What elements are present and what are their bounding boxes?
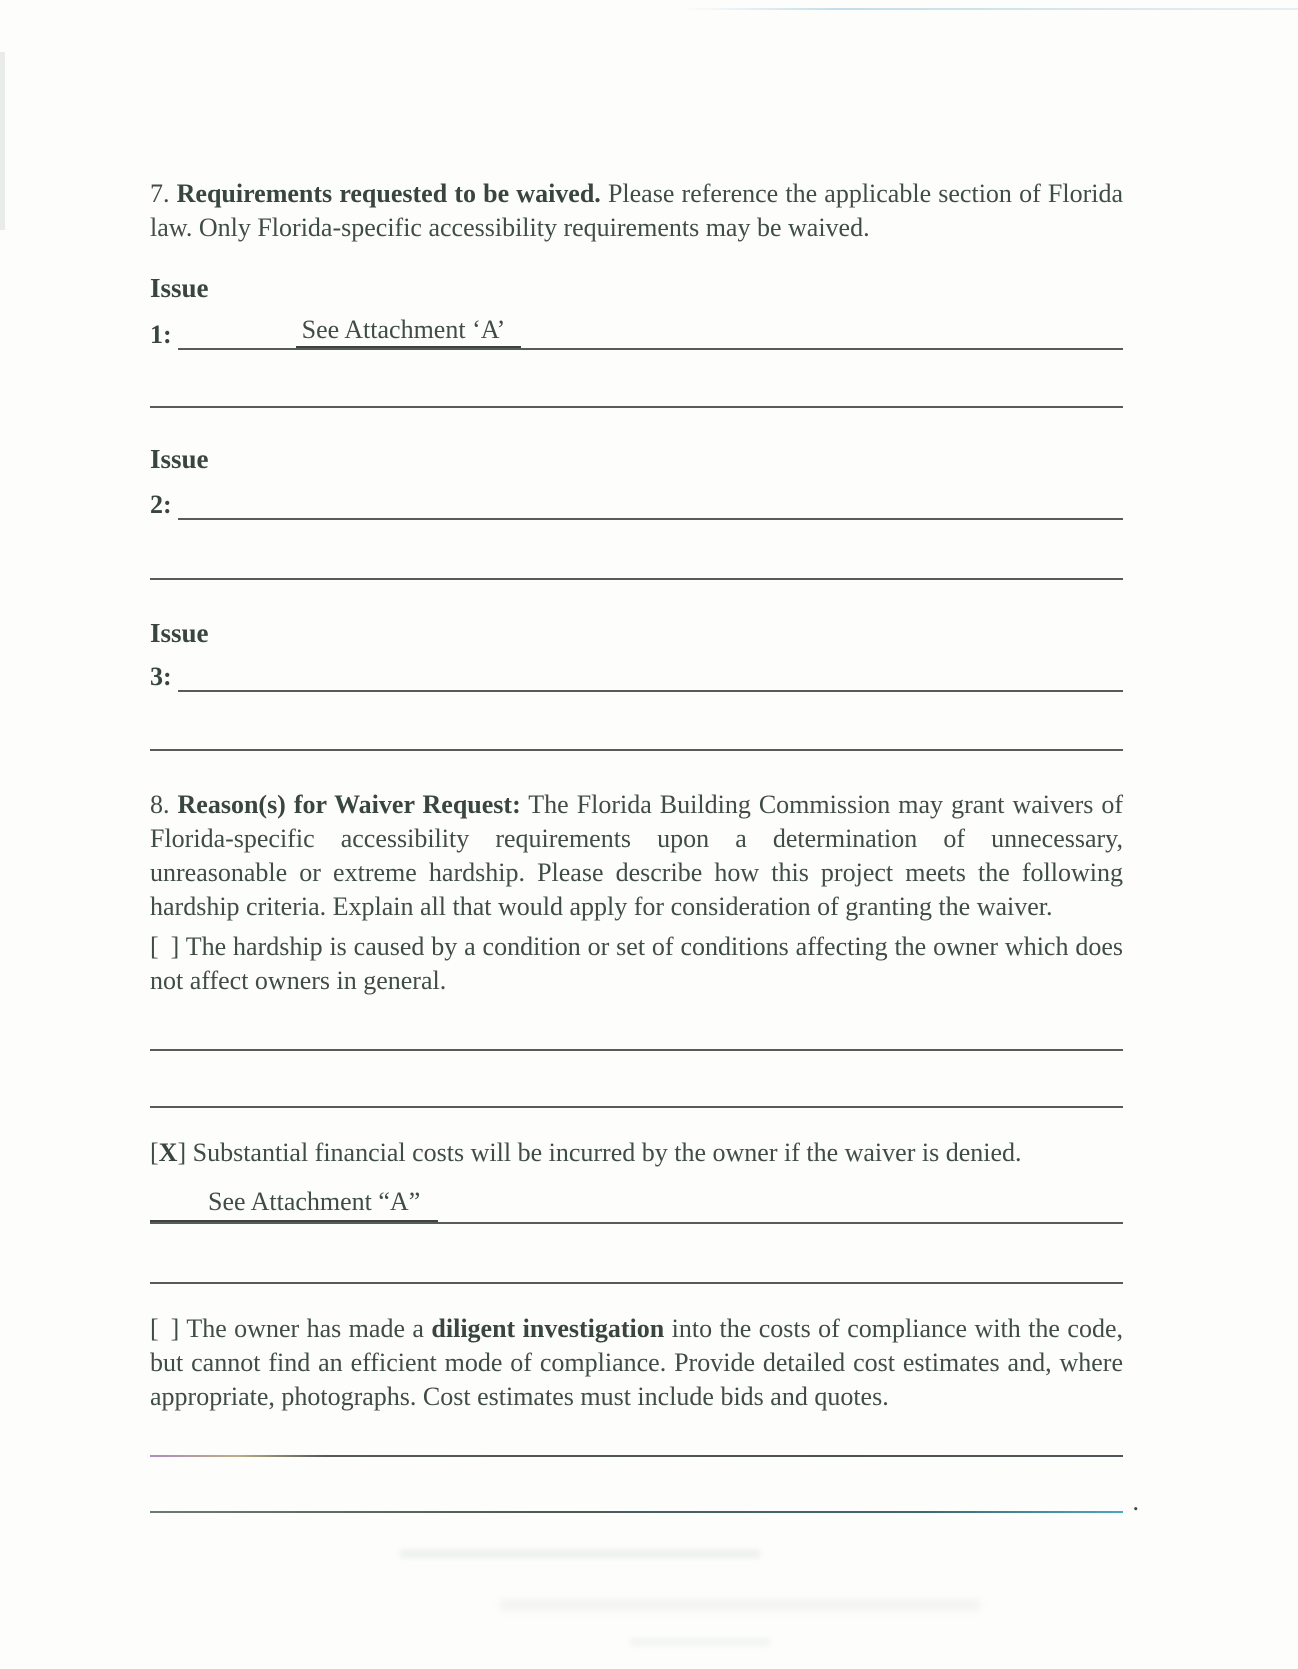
issue-3-number: 3: — [150, 662, 172, 691]
answer-line — [150, 1049, 1123, 1051]
answer-line — [150, 406, 1123, 408]
section7-number: 7. — [150, 179, 177, 208]
answer-line — [150, 1487, 1139, 1516]
section8-title: Reason(s) for Waiver Request: — [177, 790, 521, 819]
scan-artifact-left-strip — [0, 52, 5, 230]
criterion-3-body-bold: diligent investigation — [431, 1314, 665, 1343]
issue-1-write-line — [178, 312, 1123, 350]
criterion-3-body-after: into the costs of compliance with the code, but cannot find an efficient mode of compliance. Provide detailed cost estimates and, where appropriate, photographs. Cost estimates must include bids and quotes. — [150, 1314, 1123, 1411]
scan-artifact-smudge — [400, 1550, 760, 1558]
criterion-1-body: The hardship is caused by a condition or set of conditions affecting the owner which does not affect owners in general. — [150, 932, 1123, 995]
checkbox-2-bracket-open: [ — [150, 1138, 159, 1167]
checkbox-2-bracket-close: ] — [177, 1138, 187, 1167]
issue-3-label: Issue — [150, 618, 209, 648]
criterion-2-body: Substantial financial costs will be incurred by the owner if the waiver is denied. — [186, 1138, 1022, 1167]
issue-1-number: 1: — [150, 320, 172, 349]
checkbox-1-bracket-open: [ — [150, 932, 159, 961]
checkbox-2-mark: X — [158, 1138, 178, 1167]
criterion-3-body-before: The owner has made a — [179, 1314, 432, 1343]
issue-2-row — [150, 484, 1123, 520]
issue-3-row — [150, 656, 1123, 692]
answer-line — [150, 578, 1123, 580]
checkbox-3-bracket-open: [ — [150, 1314, 159, 1343]
answer-line — [150, 1282, 1123, 1284]
section8-number: 8. — [150, 790, 178, 819]
issue-2-label: Issue — [150, 444, 209, 474]
section7-intro: Please reference the applicable section of Florida law. Only Florida-specific accessibility requirements may be waived. — [150, 179, 1123, 242]
issue-3-write-line — [178, 654, 1123, 692]
checkbox-3-unchecked — [150, 1314, 179, 1343]
checkbox-2-checked — [150, 1138, 186, 1167]
criterion-2-answer-row — [150, 1184, 1123, 1224]
section7-paragraph — [150, 177, 1123, 245]
answer-line — [150, 1455, 1123, 1457]
issue-1-row — [150, 314, 1123, 350]
issue-1-value: See Attachment ‘A’ — [296, 315, 522, 348]
scan-artifact-smudge — [630, 1638, 770, 1646]
section7-title: Requirements requested to be waived. — [176, 179, 601, 208]
section8-intro: The Florida Building Commission may grant waivers of Florida-specific accessibility requirements upon a determination of unnecessary, unreasonable or extreme hardship. Please describe how this project meets the following hardship criteria. Explain all that would apply for consideration of granting the waiver. — [150, 790, 1124, 921]
criterion-2-answer: See Attachment “A” — [150, 1184, 438, 1222]
section8-paragraph — [150, 788, 1123, 924]
checkbox-1-unchecked — [150, 932, 179, 961]
criterion-3-text — [150, 1312, 1123, 1414]
trailing-period: . — [1132, 1487, 1139, 1516]
criterion-2-text — [150, 1136, 1123, 1170]
scan-artifact-smudge — [500, 1600, 980, 1610]
criterion-1-text — [150, 930, 1123, 998]
answer-line — [150, 1106, 1123, 1108]
checkbox-1-bracket-close: ] — [170, 932, 180, 961]
issue-1-label: Issue — [150, 273, 209, 303]
answer-line — [150, 749, 1123, 751]
form-content — [150, 0, 1139, 1516]
issue-2-number: 2: — [150, 490, 172, 519]
issue-2-write-line — [178, 482, 1123, 520]
checkbox-3-bracket-close: ] — [170, 1314, 180, 1343]
